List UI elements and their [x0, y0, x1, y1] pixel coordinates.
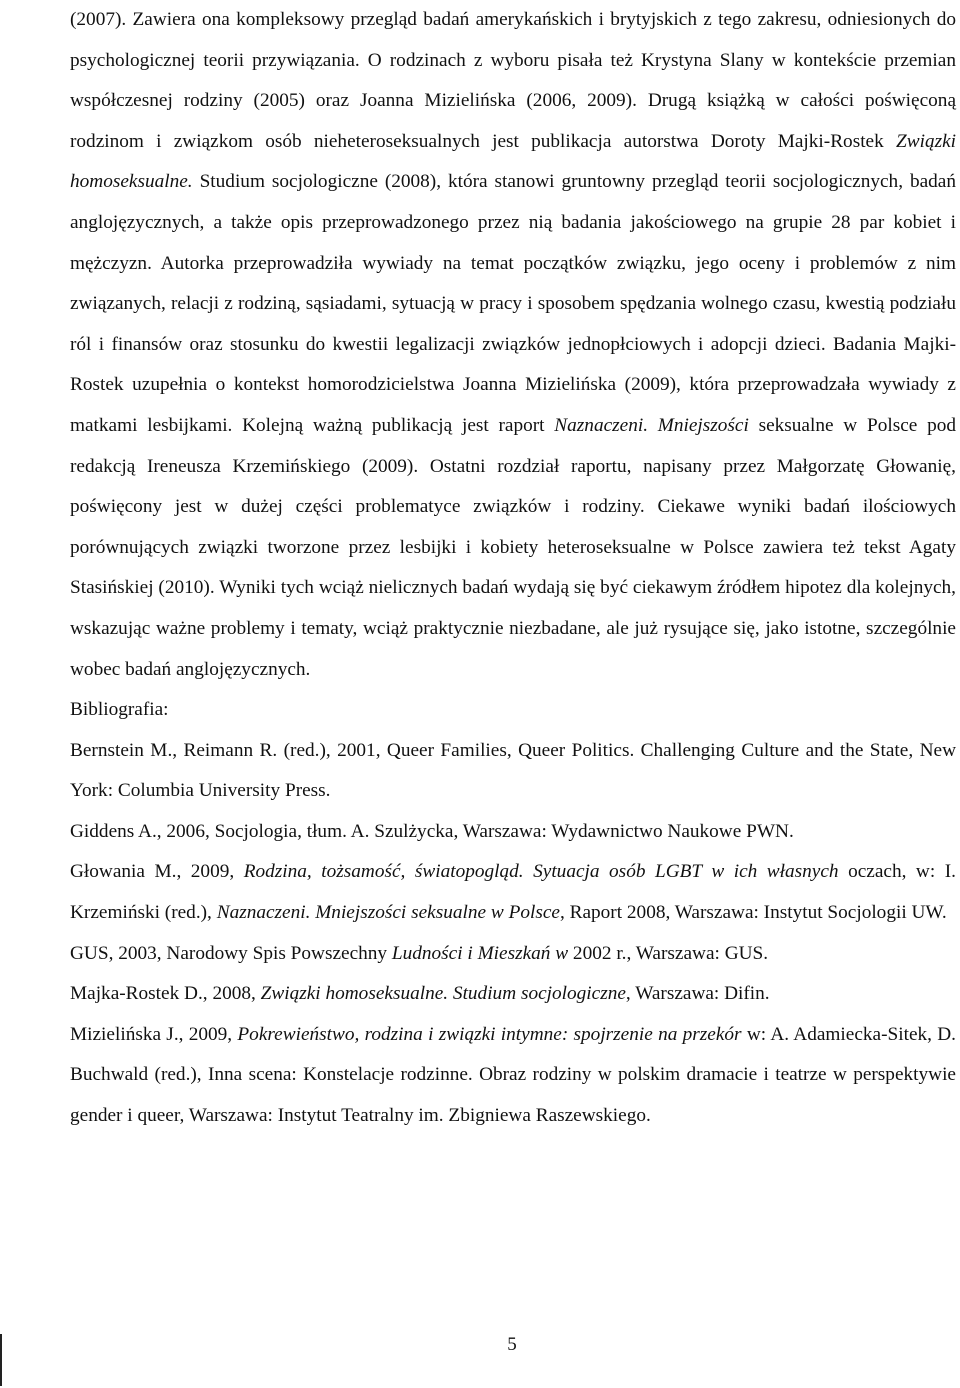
- bibliography-entry: GUS, 2003, Narodowy Spis Powszechny Ludności i Mieszkań w 2002 r., Warszawa: GUS.: [70, 942, 769, 964]
- bibliography-entry: Mizielińska J., 2009, Pokrewieństwo, rodzina i związki intymne: spojrzenie na przekór w: A. Adamiecka-Sitek, D. Buchwald (red.), Inna scena: Konstelacje rodzinne. Obraz rodziny w polskim dramacie i teatrze w perspektywie gender i queer, Warszawa: Instytut Teatralny im. Zbigniewa Raszewskiego.: [70, 1023, 956, 1127]
- bibliography-entry: Bernstein M., Reimann R. (red.), 2001, Queer Families, Queer Politics. Challenging Culture and the State, New York: Columbia University Press.: [70, 739, 956, 802]
- paragraph-text-2: Studium socjologiczne (2008), która stanowi gruntowny przegląd teorii socjologicznych, badań anglojęzycznych, a także opis przeprowadzonego przez nią badania jakościowego na grupie 28 par kobiet i mężczyzn. Autorka przeprowadziła wywiady na temat początków związku, jego oceny i problemów z nim związanych, relacji z rodziną, sąsiadami, sytuacją w pracy i sposobem spędzania wolnego czasu, kwestią podziału ról i finansów oraz stosunku do kwestii legalizacji związków jednopłciowych i adopcji dzieci. Badania Majki-Rostek uzupełnia o kontekst homorodzicielstwa Joanna Mizielińska (2009), która przeprowadzała wywiady z matkami lesbijkami. Kolejną ważną publikacją jest raport: [70, 171, 956, 436]
- body-paragraph: [70, 0, 956, 690]
- paragraph-text-1: (2007). Zawiera ona kompleksowy przegląd badań amerykańskich i brytyjskich z tego zakresu, odniesionych do psychologicznej teorii przywiązania. O rodzinach z wyboru pisała też Krystyna Slany w kontekście przemian współczesnej rodziny (2005) oraz Joanna Mizielińska (2006, 2009). Drugą książką w całości poświęconą rodzinom i związkom osób nieheteroseksualnych jest publikacja autorstwa Doroty Majki-Rostek: [70, 9, 956, 152]
- paragraph-italic-title-1: Związki homoseksualne.: [70, 130, 956, 193]
- paragraph-italic-title-2: Naznaczeni. Mniejszości: [554, 414, 749, 436]
- paragraph-text-3: seksualne w Polsce pod redakcją Ireneusza Krzemińskiego (2009). Ostatni rozdział raportu, napisany przez Małgorzatę Głowanię, poświęcony jest w dużej części problematyce związków i rodziny. Ciekawe wyniki badań ilościowych porównujących związki tworzone przez lesbijki i kobiety heteroseksualne w Polsce zawiera też tekst Agaty Stasińskiej (2010). Wyniki tych wciąż nielicznych badań wydają się być ciekawym źródłem hipotez dla kolejnych, wskazując ważne problemy i tematy, wciąż praktycznie niezbadane, ale już rysujące się, jako istotne, szczególnie wobec badań anglojęzycznych.: [70, 414, 956, 680]
- page-number: 5: [507, 1334, 517, 1355]
- page-number-footer: [0, 1334, 960, 1356]
- bibliography-entry: Majka-Rostek D., 2008, Związki homoseksualne. Studium socjologiczne, Warszawa: Difin.: [70, 983, 770, 1005]
- document-page: [70, 0, 956, 1137]
- bibliography-entry: Giddens A., 2006, Socjologia, tłum. A. Szulżycka, Warszawa: Wydawnictwo Naukowe PWN.: [70, 820, 794, 842]
- bibliography-heading: Bibliografia:: [70, 699, 169, 721]
- bibliography-entry: Głowania M., 2009, Rodzina, tożsamość, światopogląd. Sytuacja osób LGBT w ich własnych oczach, w: I. Krzemiński (red.), Naznaczeni. Mniejszości seksualne w Polsce, Raport 2008, Warszawa: Instytut Socjologii UW.: [70, 861, 956, 924]
